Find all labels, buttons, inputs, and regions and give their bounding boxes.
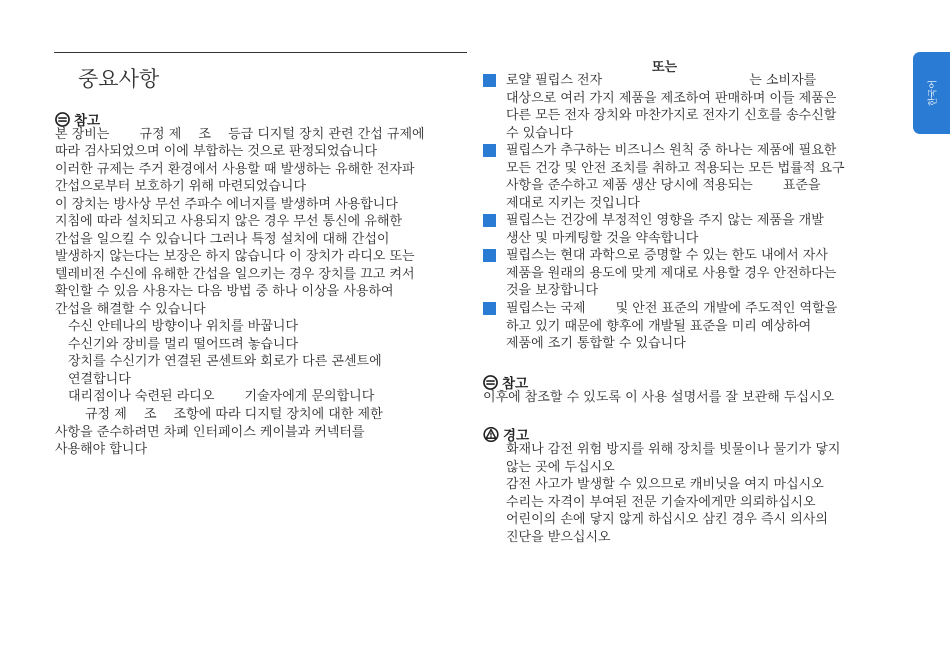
bullet-square-icon bbox=[483, 249, 496, 262]
text-line: 발생하지 않는다는 보장은 하지 않습니다 이 장치가 라디오 또는 bbox=[55, 249, 415, 264]
note-icon bbox=[483, 375, 498, 390]
text-line: 간섭을 일으킬 수 있습니다 그러나 특정 설치에 대해 간섭이 bbox=[55, 232, 390, 247]
text-line: 따라 검사되었으며 이에 부합하는 것으로 판정되었습니다 bbox=[55, 144, 378, 159]
top-rule bbox=[54, 52, 467, 53]
bullet-line: 필립스는 국제 및 안전 표준의 개발에 주도적인 역할을 bbox=[506, 301, 838, 316]
text-line: 본 장비는 규정 제 조 등급 디지털 장치 관련 간섭 규제에 bbox=[55, 127, 425, 142]
bullet-line: 모든 건강 및 안전 조치를 취하고 적용되는 모든 법률적 요구 bbox=[506, 161, 845, 176]
text-line: 사항을 준수하려면 차폐 인터페이스 케이블과 커넥터를 bbox=[55, 425, 365, 440]
list-item: 수신 안테나의 방향이나 위치를 바꿉니다 bbox=[68, 319, 299, 334]
list-item: 연결합니다 bbox=[68, 372, 131, 387]
warning-line: 감전 사고가 발생할 수 있으므로 캐비닛을 여지 마십시오 bbox=[506, 477, 824, 492]
text-line: 텔레비전 수신에 유해한 간섭을 일으키는 경우 장치를 끄고 켜서 bbox=[55, 267, 415, 282]
bullet-square-icon bbox=[483, 144, 496, 157]
bullet-line: 제품을 원래의 용도에 맞게 제대로 사용할 경우 안전하다는 bbox=[506, 266, 837, 281]
warning-line: 어린이의 손에 닿지 않게 하십시오 삼킨 경우 즉시 의사의 bbox=[506, 512, 828, 527]
bullet-line: 대상으로 여러 가지 제품을 제조하여 판매하며 이들 제품은 bbox=[506, 91, 837, 106]
bullet-line: 생산 및 마케팅할 것을 약속합니다 bbox=[506, 231, 699, 246]
note-heading-label: 참고 bbox=[74, 113, 101, 129]
warning-line: 화재나 감전 위험 방지를 위해 장치를 빗물이나 물기가 닿지 bbox=[506, 442, 841, 457]
warning-line: 않는 곳에 두십시오 bbox=[506, 460, 615, 475]
warning-icon bbox=[483, 427, 499, 442]
text-line: 간섭으로부터 보호하기 위해 마련되었습니다 bbox=[55, 179, 306, 194]
text-line: 규정 제 조 조항에 따라 디지털 장치에 대한 제한 bbox=[85, 407, 383, 422]
language-tab[interactable] bbox=[913, 52, 950, 134]
bullet-line: 수 있습니다 bbox=[506, 126, 573, 141]
bullet-line: 제품에 조기 통합할 수 있습니다 bbox=[506, 336, 686, 351]
warning-line: 진단을 받으십시오 bbox=[506, 530, 611, 545]
text-line: 간섭을 해결할 수 있습니다 bbox=[55, 302, 206, 317]
bullet-line: 하고 있기 때문에 향후에 개발될 표준을 미리 예상하여 bbox=[506, 319, 812, 334]
list-item: 수신기와 장비를 멀리 떨어뜨려 놓습니다 bbox=[68, 337, 299, 352]
warning-heading-label: 경고 bbox=[503, 428, 530, 444]
note-heading-label: 참고 bbox=[502, 376, 529, 392]
bullet-line: 필립스는 현대 과학으로 증명할 수 있는 한도 내에서 자사 bbox=[506, 248, 828, 263]
text-line: 사용해야 합니다 bbox=[55, 442, 148, 457]
bullet-line: 다른 모든 전자 장치와 마찬가지로 전자기 신호를 송수신할 bbox=[506, 108, 837, 123]
bullet-line: 제대로 지키는 것입니다 bbox=[506, 196, 640, 211]
bullet-line: 필립스가 추구하는 비즈니스 원칙 중 하나는 제품에 필요한 bbox=[506, 143, 837, 158]
page-title: 중요사항 bbox=[78, 67, 160, 91]
bullet-line: 필립스는 건강에 부정적인 영향을 주지 않는 제품을 개발 bbox=[506, 213, 824, 228]
bullet-square-icon bbox=[483, 74, 496, 87]
bullet-line: 사항을 준수하고 제품 생산 당시에 적용되는 표준을 bbox=[506, 178, 821, 193]
language-tab-label: 한국어 bbox=[928, 79, 938, 107]
list-item: 장치를 수신기가 연결된 콘센트와 회로가 다른 콘센트에 bbox=[68, 354, 382, 369]
warning-line: 수리는 자격이 부여된 전문 기술자에게만 의뢰하십시오 bbox=[506, 495, 816, 510]
note-icon bbox=[55, 112, 70, 127]
bullet-square-icon bbox=[483, 214, 496, 227]
bullet-square-icon bbox=[483, 302, 496, 315]
bullet-line: 로얄 필립스 전자 는 소비자를 bbox=[506, 73, 817, 88]
text-line: 이 장치는 방사상 무선 주파수 에너지를 발생하며 사용합니다 bbox=[55, 197, 398, 212]
text-line: 지침에 따라 설치되고 사용되지 않은 경우 무선 통신에 유해한 bbox=[55, 214, 403, 229]
text-line: 이러한 규제는 주거 환경에서 사용할 때 발생하는 유해한 전자파 bbox=[55, 162, 415, 177]
text-line: 확인할 수 있음 사용자는 다음 방법 중 하나 이상을 사용하여 bbox=[55, 284, 394, 299]
right-heading: 또는 bbox=[652, 60, 678, 75]
bullet-line: 것을 보장합니다 bbox=[506, 283, 599, 298]
note-text: 이후에 참조할 수 있도록 이 사용 설명서를 잘 보관해 두십시오 bbox=[483, 390, 835, 405]
list-item: 대리점이나 숙련된 라디오 기술자에게 문의합니다 bbox=[68, 389, 375, 404]
